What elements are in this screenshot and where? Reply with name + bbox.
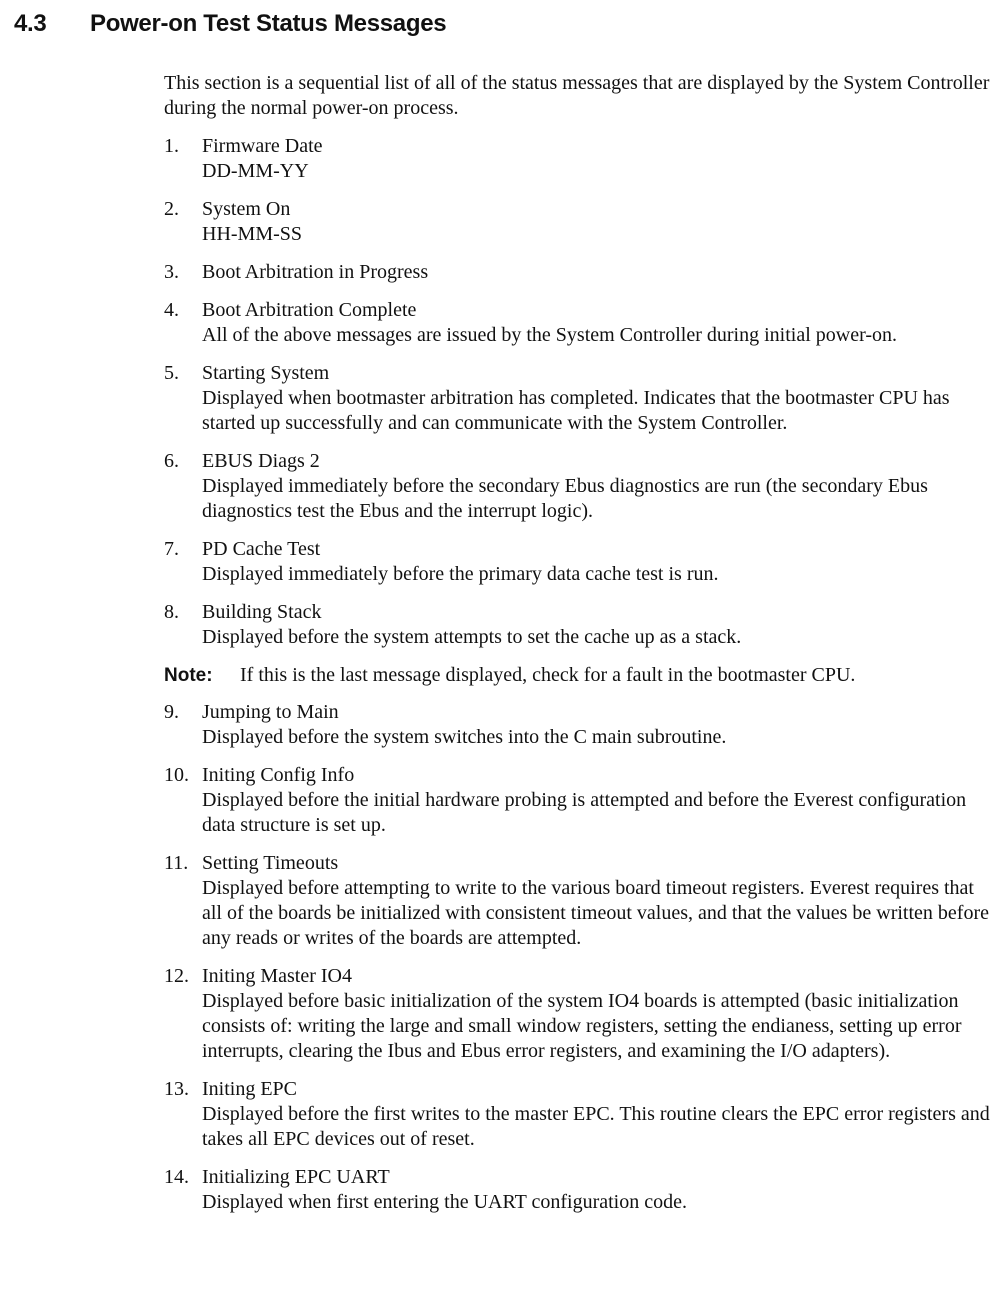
list-item bbox=[164, 1077, 994, 1152]
list-item bbox=[164, 361, 994, 436]
item-description: Displayed before attempting to write to the various board timeout registers. Everest requires that all of the boards be initialized with consistent timeout values, and that the values be written before any reads or writes of the boards are attempted. bbox=[202, 877, 989, 949]
intro-paragraph: This section is a sequential list of all of the status messages that are displayed by the System Controller during the normal power-on process. bbox=[164, 72, 990, 119]
list-item bbox=[164, 1165, 994, 1215]
section-body bbox=[164, 71, 994, 1228]
item-title: Boot Arbitration in Progress bbox=[202, 261, 429, 283]
item-description: Displayed before the system attempts to set the cache up as a stack. bbox=[202, 626, 742, 648]
item-description: Displayed before basic initialization of the system IO4 boards is attempted (basic initialization consists of: writing the large and small window registers, setting the endianess, setting up error interrupts, clearing the Ibus and Ebus error registers, and examining the I/O adapters). bbox=[202, 990, 962, 1062]
item-title: Jumping to Main bbox=[202, 701, 339, 723]
item-description: Displayed before the system switches into the C main subroutine. bbox=[202, 726, 727, 748]
item-title: Boot Arbitration Complete bbox=[202, 299, 417, 321]
item-number: 9. bbox=[164, 701, 179, 723]
item-number: 1. bbox=[164, 135, 179, 157]
item-number: 11. bbox=[164, 852, 189, 874]
list-item bbox=[164, 537, 994, 587]
list-item bbox=[164, 964, 994, 1064]
item-title: Initing Master IO4 bbox=[202, 965, 352, 987]
item-title: Setting Timeouts bbox=[202, 852, 339, 874]
list-item bbox=[164, 260, 994, 285]
item-description: Displayed immediately before the primary data cache test is run. bbox=[202, 563, 719, 585]
item-title: Initializing EPC UART bbox=[202, 1166, 390, 1188]
list-item bbox=[164, 134, 994, 184]
item-title: Initing EPC bbox=[202, 1078, 298, 1100]
status-message-list-a bbox=[164, 134, 994, 650]
item-description: DD-MM-YY bbox=[202, 160, 309, 182]
list-item bbox=[164, 197, 994, 247]
item-title: Initing Config Info bbox=[202, 764, 355, 786]
item-title: Firmware Date bbox=[202, 135, 323, 157]
item-number: 12. bbox=[164, 965, 189, 987]
item-title: EBUS Diags 2 bbox=[202, 450, 320, 472]
list-item bbox=[164, 763, 994, 838]
item-number: 10. bbox=[164, 764, 189, 786]
list-item bbox=[164, 449, 994, 524]
item-number: 2. bbox=[164, 198, 179, 220]
list-item bbox=[164, 851, 994, 951]
list-item bbox=[164, 298, 994, 348]
item-description: Displayed before the initial hardware probing is attempted and before the Everest configuration data structure is set up. bbox=[202, 789, 967, 836]
item-number: 7. bbox=[164, 538, 179, 560]
note-label: Note: bbox=[164, 665, 213, 686]
list-item bbox=[164, 600, 994, 650]
item-number: 5. bbox=[164, 362, 179, 384]
item-description: HH-MM-SS bbox=[202, 223, 303, 245]
item-description: Displayed before the first writes to the master EPC. This routine clears the EPC error registers and takes all EPC devices out of reset. bbox=[202, 1103, 990, 1150]
item-description: Displayed immediately before the secondary Ebus diagnostics are run (the secondary Ebus diagnostics test the Ebus and the interrupt logic). bbox=[202, 475, 928, 522]
section-number: 4.3 bbox=[14, 10, 47, 37]
note bbox=[164, 663, 994, 688]
item-number: 14. bbox=[164, 1166, 189, 1188]
item-title: PD Cache Test bbox=[202, 538, 321, 560]
item-number: 8. bbox=[164, 601, 179, 623]
list-item bbox=[164, 700, 994, 750]
status-message-list-b bbox=[164, 700, 994, 1215]
note-text: If this is the last message displayed, check for a fault in the bootmaster CPU. bbox=[240, 664, 856, 686]
item-title: System On bbox=[202, 198, 291, 220]
item-description: Displayed when bootmaster arbitration has completed. Indicates that the bootmaster CPU has started up successfully and can communicate with the System Controller. bbox=[202, 387, 950, 434]
item-number: 13. bbox=[164, 1078, 189, 1100]
item-number: 3. bbox=[164, 261, 179, 283]
item-description: Displayed when first entering the UART configuration code. bbox=[202, 1191, 687, 1213]
item-number: 4. bbox=[164, 299, 179, 321]
item-description: All of the above messages are issued by the System Controller during initial power-on. bbox=[202, 324, 898, 346]
item-title: Starting System bbox=[202, 362, 330, 384]
item-title: Building Stack bbox=[202, 601, 322, 623]
section-heading bbox=[14, 10, 446, 38]
item-number: 6. bbox=[164, 450, 179, 472]
section-title: Power-on Test Status Messages bbox=[90, 10, 447, 37]
